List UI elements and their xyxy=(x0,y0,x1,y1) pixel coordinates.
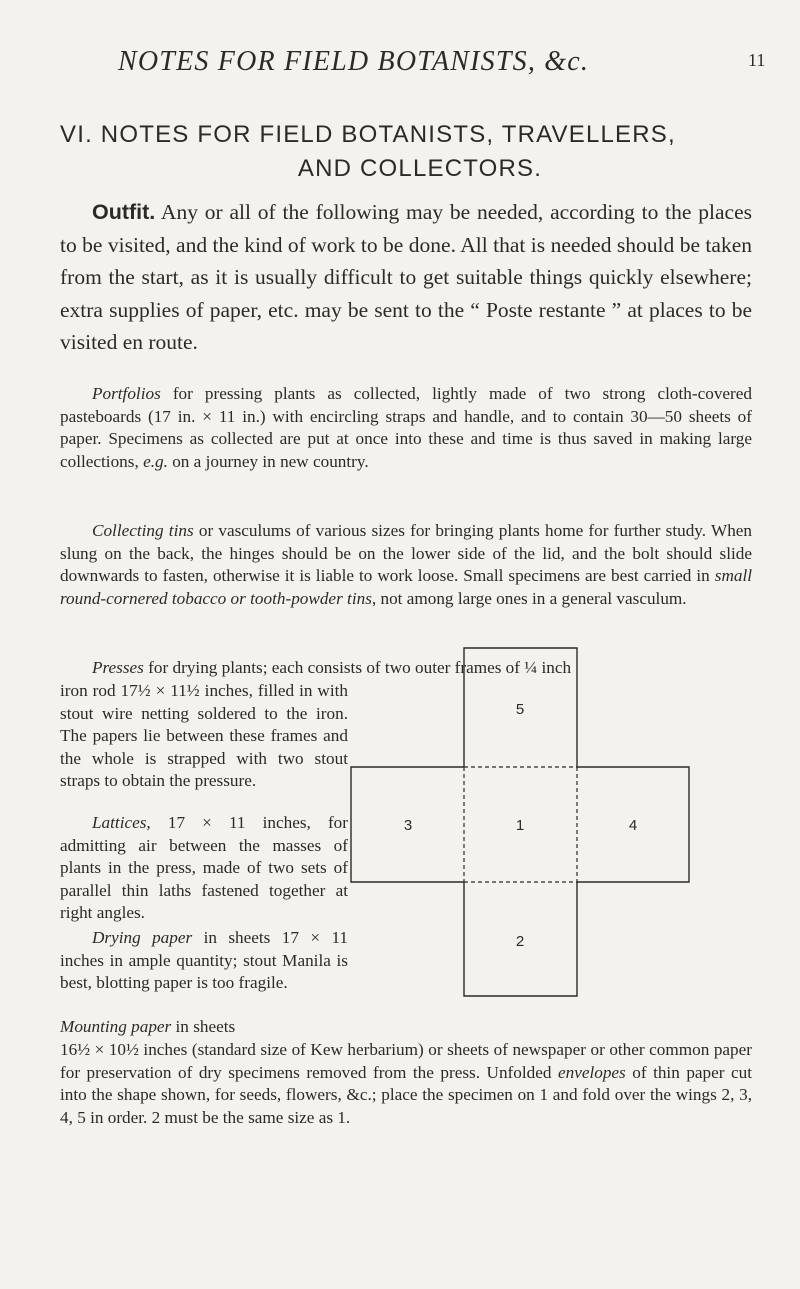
drying-paper-text: in sheets 17 × 11 inches in ample quantity; stout Manila is best, blotting paper is too fragile. xyxy=(60,928,348,993)
presses-first-text: for drying plants; each consists of two outer frames of ¼ inch xyxy=(143,658,572,677)
lattices-term: Lattices, xyxy=(92,813,151,832)
section-heading-line-2: AND COLLECTORS. xyxy=(297,155,543,182)
running-head-title: NOTES FOR FIELD BOTANISTS, &c. xyxy=(118,46,590,77)
mounting-paper-term: Mounting paper xyxy=(60,1017,172,1036)
envelope-flap-2-outline xyxy=(464,882,577,996)
collecting-tins-text-a: or vasculums of various sizes for bringing plants home for further study. When slung on the back, the hinges should be on the lower side of the lid, and the bolt should slide downwards to fasten, otherwise it is liable to work loose. Small specimens are best carried in xyxy=(60,521,753,586)
envelope-label-2: 2 xyxy=(515,933,525,950)
drying-paper-paragraph xyxy=(60,927,348,995)
portfolios-paragraph xyxy=(60,383,752,473)
section-heading xyxy=(60,118,750,186)
envelope-flap-4-outline xyxy=(577,767,689,882)
lattices-paragraph xyxy=(60,812,348,925)
outfit-term: Outfit. xyxy=(92,200,156,224)
collecting-tins-text-b: , not among large ones in a general vasculum. xyxy=(371,588,687,608)
mounting-paper-text-b: of thin paper cut into the shape shown, for seeds, flowers, &c.; place the specimen on 1 and fold over the wings 2, 3, 4, 5 in order. 2 must be the same size as 1. xyxy=(60,1062,752,1127)
portfolios-term: Portfolios xyxy=(92,384,161,403)
envelope-label-1: 1 xyxy=(515,817,525,834)
page-number: 11 xyxy=(748,50,766,70)
envelope-label-4: 4 xyxy=(628,817,638,834)
presses-first-line xyxy=(60,657,752,680)
mounting-paper-paragraph xyxy=(60,1039,752,1129)
drying-paper-term: Drying paper xyxy=(92,928,193,947)
envelopes-term: envelopes xyxy=(557,1062,626,1082)
section-heading-line-1: VI. NOTES FOR FIELD BOTANISTS, TRAVELLERS, xyxy=(60,121,676,148)
envelope-label-5: 5 xyxy=(515,701,525,718)
mounting-paper-first-line xyxy=(60,1016,348,1039)
portfolios-text-b: on a journey in new country. xyxy=(167,451,369,471)
envelope-flap-3-outline xyxy=(351,767,464,882)
collecting-tins-italic: small round-cornered tobacco or tooth-powder tins xyxy=(60,566,752,608)
portfolios-text-a: for pressing plants as collected, lightly made of two strong cloth-covered pasteboards (17 in. × 11 in.) with encircling straps and handle, and to contain 30—50 sheets of paper. Specimens as collected are put at once into these and time is thus saved in making large collections, xyxy=(60,384,752,471)
envelope-label-3: 3 xyxy=(403,817,413,834)
presses-paragraph: iron rod 17½ × 11½ inches, filled in with stout wire netting soldered to the iron. The papers lie between these frames and the whole is strapped with two stout straps to obtain the pressure. xyxy=(60,681,348,791)
outfit-paragraph xyxy=(60,196,752,359)
outfit-text: Any or all of the following may be needed, according to the places to be visited, and the kind of work to be done. All that is needed should be taken from the start, as it is usually difficult to get suitable things quickly elsewhere; extra supplies of paper, etc. may be sent to the “ Poste restante ” at places to be visited en route. xyxy=(60,200,752,355)
collecting-tins-paragraph xyxy=(60,520,752,610)
mounting-paper-text-a: 16½ × 10½ inches (standard size of Kew herbarium) or sheets of newspaper or other common paper for preservation of dry specimens removed from the press. Unfolded xyxy=(60,1040,752,1082)
presses-term: Presses xyxy=(92,658,144,677)
lattices-text: 17 × 11 inches, for admitting air between the masses of plants in the press, made of two sets of parallel thin laths fastened together at right angles. xyxy=(60,813,348,923)
mounting-paper-first-tail: in sheets xyxy=(171,1017,236,1036)
running-head xyxy=(0,46,800,86)
collecting-tins-term: Collecting tins xyxy=(92,521,194,540)
portfolios-eg: e.g. xyxy=(143,451,168,471)
